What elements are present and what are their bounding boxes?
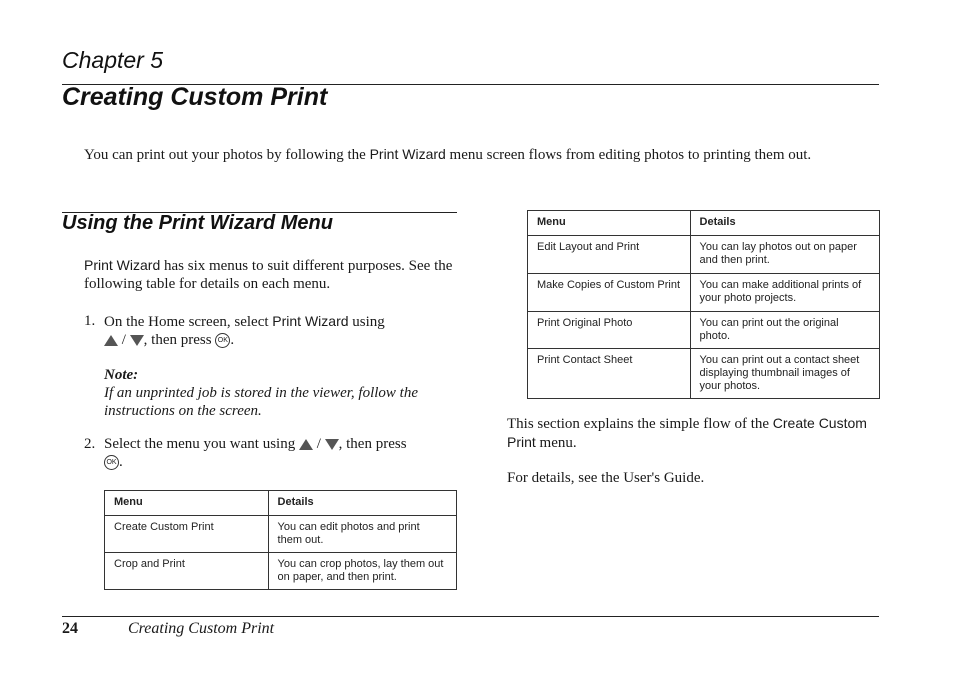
ok-button-icon: OK (104, 455, 119, 470)
down-arrow-icon (325, 439, 339, 450)
step-number: 1. (84, 313, 96, 329)
note-block (104, 367, 464, 420)
table-cell: Create Custom Print (105, 516, 269, 553)
step-2 (84, 435, 464, 475)
note-label: Note: (104, 367, 139, 383)
header-cell: Details (690, 211, 879, 236)
slash: / (316, 436, 321, 452)
up-arrow-icon (104, 335, 118, 346)
table-row (105, 553, 457, 590)
table-cell: You can make additional prints of your photo projects. (690, 274, 879, 312)
step-body (104, 312, 449, 349)
table-cell: Print Original Photo (528, 312, 691, 349)
step-end: . (119, 454, 123, 470)
intro-text-end: menu screen flows from editing photos to printing them out. (445, 147, 812, 163)
table-row (528, 349, 880, 399)
intro-text: You can print out your photos by following the (84, 147, 370, 163)
step-number: 2. (84, 436, 96, 452)
step-text: Select the menu you want using (104, 436, 296, 452)
section-text: has six menus to suit different purposes. See the following table for details on each menu. (84, 258, 453, 292)
table-cell: You can edit photos and print them out. (268, 516, 456, 553)
table-cell: Crop and Print (105, 553, 269, 590)
table-row (528, 312, 880, 349)
header-cell: Details (268, 491, 456, 516)
table-cell: Edit Layout and Print (528, 236, 691, 274)
flow-paragraph (507, 414, 879, 452)
details-paragraph: For details, see the User's Guide. (507, 470, 705, 486)
step-body (104, 435, 449, 471)
table-cell: Make Copies of Custom Print (528, 274, 691, 312)
step-text: On the Home screen, select (104, 314, 273, 330)
header-cell: Menu (528, 211, 691, 236)
header-cell: Menu (105, 491, 269, 516)
slash: / (121, 332, 126, 348)
table-cell: You can print out a contact sheet displaying thumbnail images of your photos. (690, 349, 879, 399)
step-text: , then press (143, 332, 212, 348)
page-number: 24 (62, 620, 78, 637)
table-row (528, 274, 880, 312)
table-cell: Print Contact Sheet (528, 349, 691, 399)
down-arrow-icon (130, 335, 144, 346)
section-title: Using the Print Wizard Menu (62, 212, 333, 234)
intro-ui-term: Print Wizard (369, 146, 446, 162)
chapter-label: Chapter 5 (62, 47, 164, 73)
section-ui-term: Print Wizard (84, 257, 161, 273)
step-ui-term: Print Wizard (272, 313, 349, 329)
table-cell: You can crop photos, lay them out on paper, and then print. (268, 553, 456, 590)
table-row (105, 516, 457, 553)
up-arrow-icon (299, 439, 313, 450)
footer-title: Creating Custom Print (128, 620, 275, 637)
step-1 (84, 312, 464, 352)
flow-text: This section explains the simple flow of the (507, 416, 773, 432)
menu-table-right (527, 210, 880, 399)
table-header-row (105, 491, 457, 516)
table-header-row (528, 211, 880, 236)
page-title: Creating Custom Print (62, 83, 328, 111)
menu-table-left (104, 490, 457, 590)
flow-text-end: menu. (535, 435, 577, 451)
intro-paragraph (84, 145, 884, 164)
table-row (528, 236, 880, 274)
step-end: . (230, 332, 235, 348)
flow-ui-term: Create Custom Print (507, 415, 867, 450)
table-cell: You can lay photos out on paper and then print. (690, 236, 879, 274)
step-text: , then press (338, 436, 407, 452)
table-cell: You can print out the original photo. (690, 312, 879, 349)
section-paragraph (84, 256, 459, 293)
footer-rule (62, 616, 879, 617)
step-text: using (348, 314, 385, 330)
note-text: If an unprinted job is stored in the viewer, follow the instructions on the screen. (104, 385, 419, 419)
ok-button-icon: OK (215, 333, 230, 348)
